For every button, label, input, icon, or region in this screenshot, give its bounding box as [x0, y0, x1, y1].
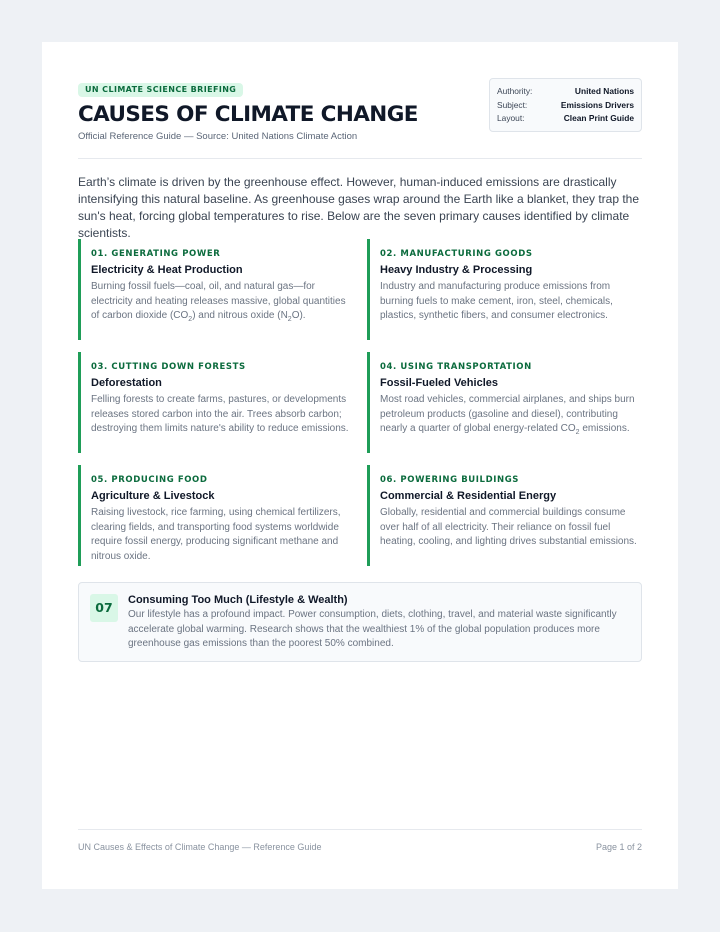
footer-document-title: UN Causes & Effects of Climate Change — Reference Guide	[78, 842, 322, 852]
cause-description: Industry and manufacturing produce emissions from burning fuels to make cement, iron, steel, chemicals, plastics, synthetic fibers, and consumer electronics.	[380, 281, 613, 321]
cause-card-buildings	[367, 465, 637, 566]
cause-title: Deforestation	[91, 377, 162, 389]
page-number: Page 1 of 2	[595, 842, 642, 852]
intro-paragraph: Earth’s climate is driven by the greenhouse effect. However, human-induced emissions are drastically intensifying this natural baseline. As greenhouse gases wrap around the Earth like a blanket, they trap the sun's heat, forcing global temperatures to rise. Below are the seven primary causes identified by climate scientists.	[78, 175, 640, 240]
cause-card-consumption	[78, 582, 642, 662]
meta-row-subject	[497, 99, 634, 113]
cause-title: Agriculture & Livestock	[91, 490, 215, 502]
cause-description: Our lifestyle has a profound impact. Power consumption, diets, clothing, travel, and material waste significantly accelerate global warming. Research shows that the wealthiest 1% of the global population produces more greenhouse gas emissions than the poorest 50% combined.	[128, 609, 617, 649]
briefing-badge: UN CLIMATE SCIENCE BRIEFING	[78, 83, 243, 97]
metadata-box	[489, 78, 642, 132]
meta-key: Layout:	[497, 113, 525, 123]
cause-description: Raising livestock, rice farming, using chemical fertilizers, clearing fields, and transporting food systems worldwide require fossil energy, producing significant methane and nitrous oxide.	[91, 507, 341, 562]
cause-title: Consuming Too Much (Lifestyle & Wealth)	[128, 594, 348, 606]
cause-description: Most road vehicles, commercial airplanes, and ships burn petroleum products (gasoline and diesel), contributing nearly a quarter of global energy-related $CO_2$ emissions.	[380, 394, 635, 436]
cause-kicker: 06. POWERING BUILDINGS	[380, 475, 520, 485]
document-page	[42, 42, 678, 889]
cause-title: Fossil-Fueled Vehicles	[380, 377, 498, 389]
cause-kicker: 05. PRODUCING FOOD	[91, 475, 208, 485]
cause-card-power	[78, 239, 346, 340]
page-content	[78, 42, 642, 889]
meta-key: Subject:	[497, 99, 528, 110]
header-divider	[78, 158, 642, 159]
cause-kicker: 03. CUTTING DOWN FORESTS	[91, 362, 246, 372]
cause-title: Commercial & Residential Energy	[380, 490, 557, 502]
cause-description: Felling forests to create farms, pastures, or developments releases stored carbon into the air. Trees absorb carbon; destroying them limits nature's ability to reduce emissions.	[91, 394, 349, 434]
cause-card-manufacturing	[367, 239, 632, 340]
meta-value: Clean Print Guide	[563, 113, 634, 123]
cause-card-deforestation	[78, 352, 349, 453]
cause-kicker: 04. USING TRANSPORTATION	[380, 362, 532, 372]
cause-card-food	[78, 465, 343, 566]
cause-description: Globally, residential and commercial buildings consume over half of all electricity. Their reliance on fossil fuel heating, cooling, and lighting drives substantial emissions.	[380, 507, 637, 547]
page-subtitle: Official Reference Guide — Source: United Nations Climate Action	[78, 131, 358, 142]
page-title: CAUSES OF CLIMATE CHANGE	[78, 102, 418, 127]
meta-row-layout	[497, 112, 634, 126]
footer-divider	[78, 829, 642, 830]
cause-description: Burning fossil fuels—coal, oil, and natural gas—for electricity and heating releases massive, global quantities of carbon dioxide $(CO_2)$ and nitrous oxide $(N_2O)$.	[91, 281, 346, 323]
meta-value: United Nations	[574, 86, 634, 96]
meta-key: Authority:	[497, 86, 533, 96]
cause-number-badge: 07	[90, 594, 118, 622]
meta-row-authority	[497, 85, 634, 99]
cause-kicker: 02. MANUFACTURING GOODS	[380, 249, 533, 259]
cause-title: Heavy Industry & Processing	[380, 264, 533, 276]
cause-card-transportation	[367, 352, 635, 453]
cause-kicker: 01. GENERATING POWER	[91, 249, 221, 259]
cause-title: Electricity & Heat Production	[91, 264, 243, 276]
meta-value: Emissions Drivers	[560, 99, 634, 110]
